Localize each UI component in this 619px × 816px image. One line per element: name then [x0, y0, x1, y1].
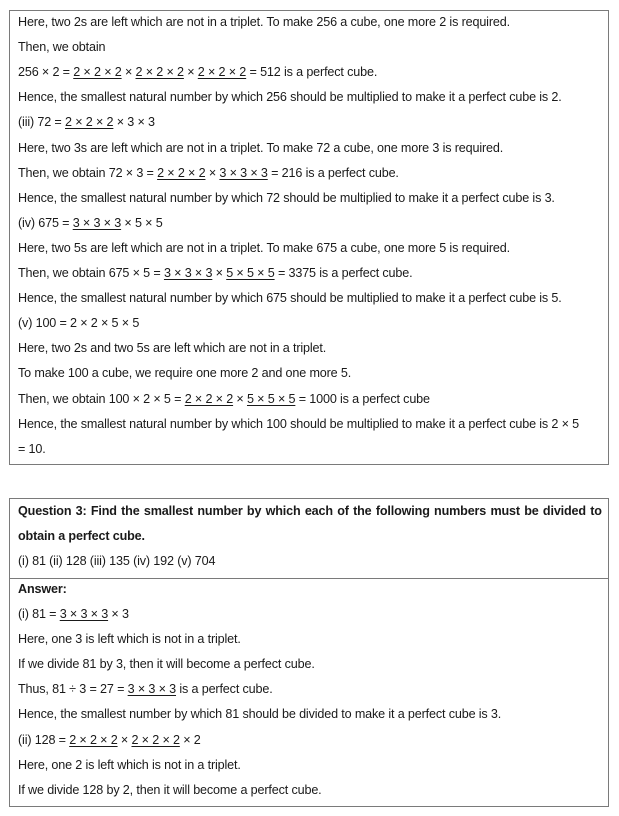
text-span: ×	[183, 65, 198, 80]
text-line	[18, 757, 241, 773]
question-word: by	[246, 504, 262, 518]
text-span: Here, two 3s are left which are not in a triplet. To make 72 a cube, one more 3 is required.	[18, 140, 504, 155]
underlined-triplet: 2 × 2 × 2	[69, 732, 118, 747]
text-span: ×	[205, 165, 220, 180]
question-word: must	[490, 504, 520, 518]
text-line	[18, 391, 430, 407]
text-span: Hence, the smallest number by which 81 should be divided to make it a perfect cube is 3.	[18, 707, 502, 722]
text-line	[18, 290, 562, 306]
underlined-triplet: 2 × 2 × 2	[197, 65, 247, 80]
underlined-triplet: 5 × 5 × 5	[226, 266, 275, 280]
question-word: to	[590, 504, 602, 518]
question-3-options: (i) 81 (ii) 128 (iii) 135 (iv) 192 (v) 704	[18, 554, 216, 568]
underlined-triplet: 3 × 3 × 3	[163, 266, 213, 280]
text-span: ×	[117, 732, 132, 747]
underlined-triplet: 3 × 3 × 3	[59, 607, 109, 621]
question-3-box	[9, 498, 609, 807]
text-span: Here, two 2s are left which are not in a triplet. To make 256 a cube, one more 2 is required.	[18, 15, 510, 29]
underlined-triplet: 3 × 3 × 3	[127, 682, 177, 697]
question-word: Find	[90, 504, 117, 518]
text-span: Here, two 2s and two 5s are left which are not in a triplet.	[18, 341, 327, 356]
text-line	[18, 89, 562, 105]
text-span: (v) 100 = 2 × 2 × 5 × 5	[18, 316, 140, 331]
text-span: Then, we obtain 100 × 2 × 5 =	[18, 391, 185, 406]
question-word: divided	[542, 504, 586, 518]
text-line	[18, 340, 326, 356]
text-span: = 3375 is a perfect cube.	[274, 266, 413, 280]
text-span: ×	[233, 391, 247, 406]
text-line	[18, 782, 322, 798]
text-span: × 5 × 5	[121, 215, 163, 230]
text-span: Hence, the smallest natural number by which 72 should be multiplied to make it a perfect cube is 3.	[18, 190, 555, 205]
solution-box-q2-continued	[9, 10, 609, 465]
text-span: = 10.	[18, 441, 46, 456]
underlined-triplet: 2 × 2 × 2	[157, 165, 206, 180]
underlined-triplet: 3 × 3 × 3	[219, 165, 268, 180]
text-line	[18, 114, 155, 130]
text-line	[18, 215, 163, 231]
text-span: If we divide 128 by 2, then it will become a perfect cube.	[18, 782, 322, 797]
text-span: Then, we obtain 72 × 3 =	[18, 165, 158, 180]
text-span: Hence, the smallest natural number by which 256 should be multiplied to make it a perfect cube is 2.	[18, 90, 562, 105]
text-line	[18, 416, 579, 432]
text-span: (ii) 128 =	[18, 732, 70, 747]
question-word: the	[121, 504, 140, 518]
text-line	[18, 190, 555, 206]
text-span: 256 × 2 =	[18, 65, 74, 80]
text-line	[18, 606, 129, 622]
question-word: be	[524, 504, 539, 518]
text-span: If we divide 81 by 3, then it will become a perfect cube.	[18, 657, 315, 672]
text-span: ×	[212, 266, 227, 280]
text-span: is a perfect cube.	[176, 682, 273, 697]
text-line	[18, 14, 510, 30]
text-span: Then, we obtain 675 × 5 =	[18, 266, 164, 280]
text-line	[18, 165, 399, 181]
question-3-title-line1	[18, 503, 602, 519]
text-span: Thus, 81 ÷ 3 = 27 =	[18, 682, 128, 697]
text-span: Hence, the smallest natural number by which 100 should be multiplied to make it a perfect cube is 2 × 5	[18, 416, 580, 431]
text-line	[18, 631, 241, 647]
text-span: Then, we obtain	[18, 40, 106, 55]
text-line	[18, 441, 46, 457]
text-span: (iii) 72 =	[18, 115, 65, 130]
text-span: Here, one 2 is left which is not in a triplet.	[18, 757, 241, 772]
underlined-triplet: 2 × 2 × 2	[65, 115, 114, 130]
text-span: (i) 81 =	[18, 607, 60, 621]
question-word: the	[353, 504, 372, 518]
underlined-triplet: 2 × 2 × 2	[73, 65, 122, 80]
underlined-triplet: 3 × 3 × 3	[72, 215, 122, 230]
question-word: each	[304, 504, 333, 518]
text-span: × 3	[108, 607, 129, 621]
question-word: of	[337, 504, 349, 518]
question-word: numbers	[434, 504, 487, 518]
text-line	[18, 706, 501, 722]
underlined-triplet: 2 × 2 × 2	[131, 732, 180, 747]
underlined-triplet: 2 × 2 × 2	[184, 391, 234, 406]
question-word: which	[265, 504, 301, 518]
text-span: To make 100 a cube, we require one more 2 and one more 5.	[18, 366, 352, 381]
text-span: Here, one 3 is left which is not in a triplet.	[18, 632, 241, 647]
text-span: (iv) 675 =	[18, 215, 73, 230]
underlined-triplet: 5 × 5 × 5	[246, 391, 296, 406]
question-word: 3:	[75, 504, 87, 518]
text-line	[18, 265, 412, 281]
text-span: = 216 is a perfect cube.	[267, 165, 399, 180]
text-line	[18, 240, 510, 256]
divider	[10, 578, 608, 579]
text-line	[18, 681, 273, 697]
text-span: Here, two 5s are left which are not in a triplet. To make 675 a cube, one more 5 is required.	[18, 240, 510, 255]
question-word: number	[197, 504, 243, 518]
question-word: Question	[18, 504, 72, 518]
text-line	[18, 39, 105, 55]
question-3-title-line2: obtain a perfect cube.	[18, 529, 145, 543]
text-span: × 2	[179, 732, 201, 747]
text-span: × 3 × 3	[113, 115, 155, 130]
question-word: following	[375, 504, 430, 518]
answer-heading: Answer:	[18, 582, 67, 596]
text-span: = 1000 is a perfect cube	[295, 391, 430, 406]
text-line	[18, 64, 377, 80]
text-line	[18, 315, 139, 331]
underlined-triplet: 2 × 2 × 2	[135, 65, 184, 80]
text-line	[18, 365, 351, 381]
text-line	[18, 732, 201, 748]
text-line	[18, 656, 315, 672]
text-span: Hence, the smallest natural number by which 675 should be multiplied to make it a perfect cube is 5.	[18, 291, 562, 306]
text-span: ×	[121, 65, 136, 80]
question-word: smallest	[143, 504, 194, 518]
text-line	[18, 140, 503, 156]
text-span: = 512 is a perfect cube.	[246, 65, 378, 80]
